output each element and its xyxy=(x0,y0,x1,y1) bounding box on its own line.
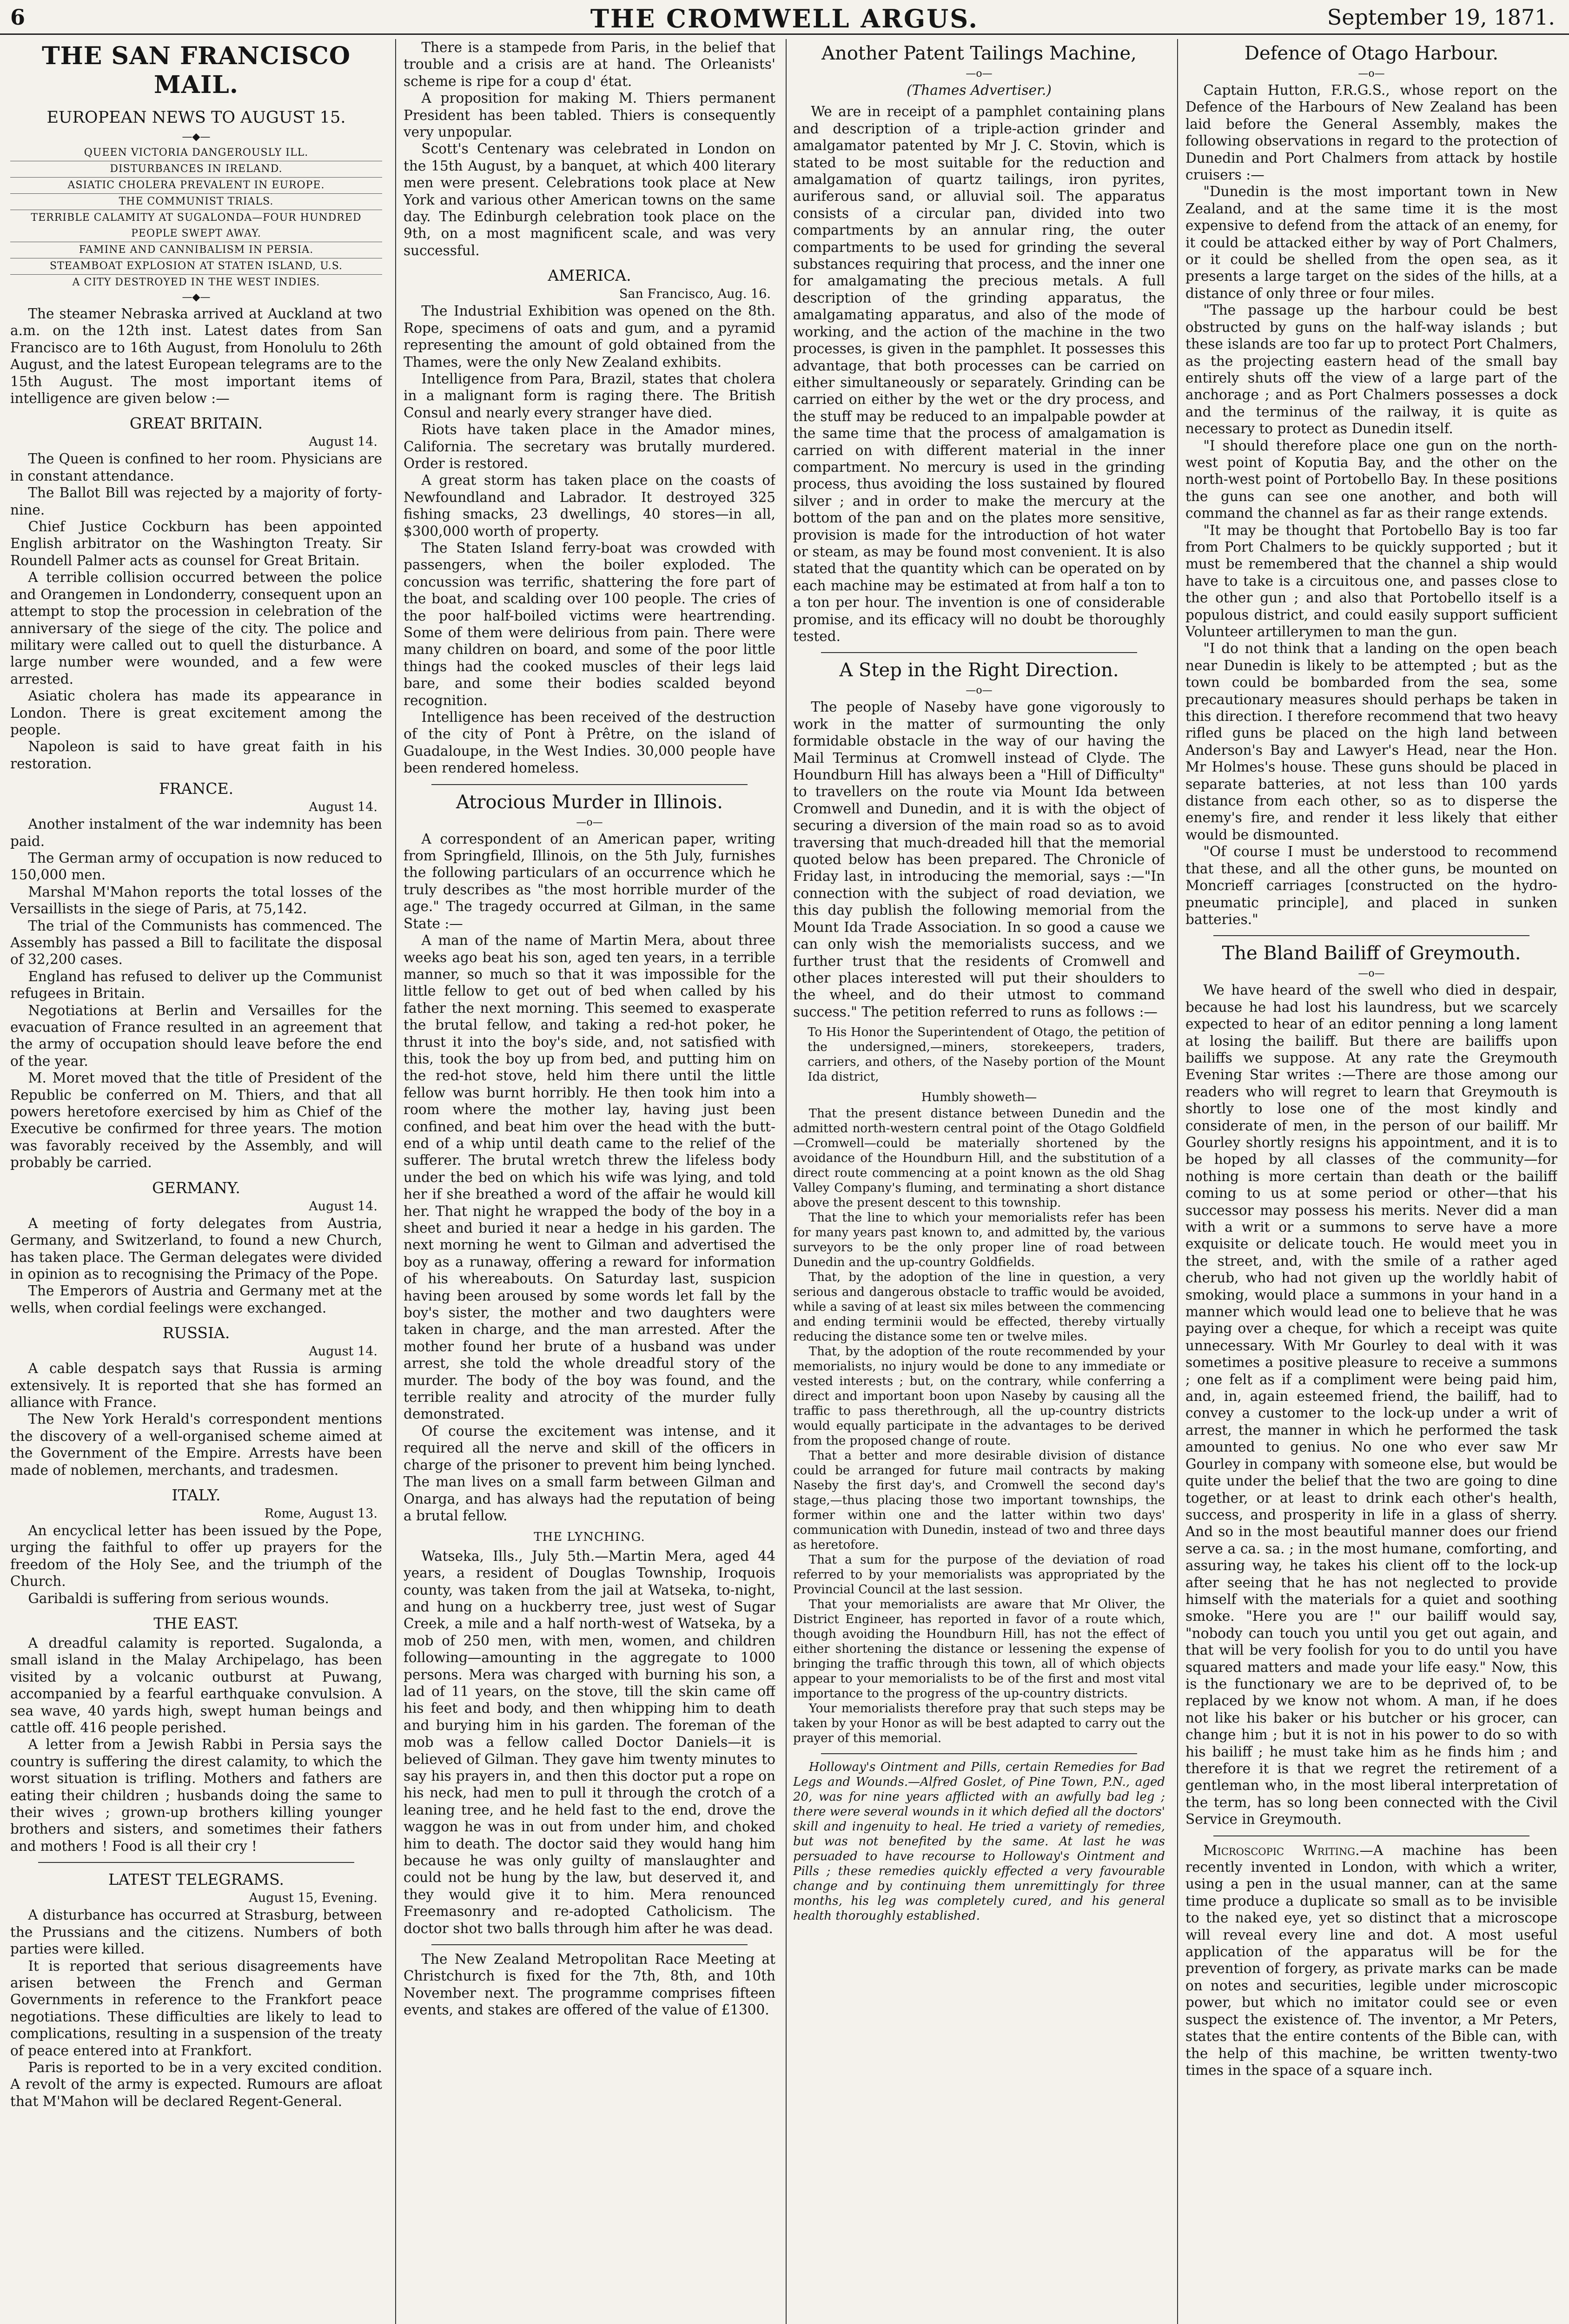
body-text: —A machine has been recently invented in London, with which a writer, using a pen in the usual manner, can at the same time produce a duplicate so small as to be invisible to the naked eye, yet so distinct that a microscope will reveal every line and dot. A most useful application of the apparatus will be for the prevention of forgery, as private marks can be made on notes and securities, legible under microscopic power, but which no imitator could see or even suspect the existence of. The inventor, a Mr Peters, states that the entire contents of the Bible can, with the help of this machine, be written twenty-two times in the space of a square inch. xyxy=(1185,1842,1557,2078)
divider xyxy=(821,1753,1137,1754)
column-rule xyxy=(786,39,787,2324)
paragraph: The Staten Island ferry-boat was crowded with passengers, when the boiler exploded. The concussion was terrific, shattering the fore part of the boat, and scalding over 100 people. The cries of the poor half-boiled victims were heartrending. Some of them were delirious from pain. There were many children on board, and some of the poor little things had the cooked muscles of their legs laid bare, and some their bodies scalded beyond recognition. xyxy=(404,540,775,708)
paragraph: Asiatic cholera has made its appearance in London. There is great excitement among the people. xyxy=(10,688,382,738)
headline-item: STEAMBOAT EXPLOSION AT STATEN ISLAND, U.S. xyxy=(10,258,382,274)
paragraph: The people of Naseby have gone vigorously to work in the matter of surmounting the only formidable obstacle in the way of our having the Mail Terminus at Cromwell instead of Clyde. The Houndburn Hill has always been a "Hill of Difficulty" to travellers on the route via Mount Ida between Cromwell and Dunedin, and it is with the object of securing a diversion of the main road so as to avoid traversing that much-dreaded hill that the memorial quoted below has been prepared. The Chronicle of Friday last, in introducing the memorial, says :—"In connection with the subject of road deviation, we this day publish the following memorial from the Mount Ida Trade Association. In so good a cause we can only wish the memorialists success, and we further trust that the residents of Cromwell and other places interested will put their shoulders to the wheel, and do their utmost to command success." The petition referred to runs as follows :— xyxy=(793,699,1165,1020)
paragraph: That, by the adoption of the route recommended by your memorialists, no injury would be done to any immediate or vested interests ; but, on the contrary, while conferring a direct and important boon upon Naseby by causing all the traffic to pass therethrough, all the up-country districts would equally participate in the advantages to be derived from the proposed change of route. xyxy=(793,1344,1165,1448)
paragraph: The Queen is confined to her room. Physicians are in constant attendance. xyxy=(10,451,382,484)
petition-body xyxy=(793,1106,1165,1746)
paragraph: Riots have taken place in the Amador mines, California. The secretary was brutally murdered. Order is restored. xyxy=(404,422,775,471)
paragraph: Captain Hutton, F.R.G.S., whose report on the Defence of the Harbours of New Zealand has been laid before the General Assembly, makes the following observations in regard to the protection of Dunedin and Port Chalmers from attack by hostile cruisers :— xyxy=(1185,82,1557,183)
paragraph: The Industrial Exhibition was opened on the 8th. Rope, specimens of oats and gum, and a pyramid representing the amount of gold obtained from the Thames, were the only New Zealand exhibits. xyxy=(404,303,775,370)
section-heading-great-britain: GREAT BRITAIN. xyxy=(129,414,263,433)
article-title-mail: THE SAN FRANCISCO MAIL. xyxy=(41,42,351,99)
source-note: (Thames Advertiser.) xyxy=(907,82,1052,98)
paragraph: The steamer Nebraska arrived at Auckland at two a.m. on the 12th inst. Latest dates from San Francisco are to 16th August, from Honolulu to 26th August, and the latest European telegrams are to the 15th August. The most important items of intelligence are given below :— xyxy=(10,306,382,407)
paragraph: "Dunedin is the most important town in New Zealand, and at the same time it is the most expensive to defend from the attack of an enemy, for it could be attacked either by way of Port Chalmers, or it could be shelled from the open sea, as it presents a large target on the sides of the hills, at a distance of only three or four miles. xyxy=(1185,184,1557,301)
dateline: San Francisco, Aug. 16. xyxy=(619,287,771,302)
dateline: August 14. xyxy=(309,800,377,815)
paragraph: Chief Justice Cockburn has been appointed English arbitrator on the Washington Treaty. Sir Roundell Palmer acts as counsel for Great Britain. xyxy=(10,519,382,568)
headline-item: FAMINE AND CANNIBALISM IN PERSIA. xyxy=(10,242,382,258)
ornament-divider: —◆— xyxy=(182,291,211,303)
paragraph: Intelligence has been received of the destruction of the city of Pont à Prêtre, on the island of Guadaloupe, in the West Indies. 30,000 people have been rendered homeless. xyxy=(404,709,775,776)
dateline: August 14. xyxy=(309,435,377,449)
paragraph: We are in receipt of a pamphlet containing plans and description of a triple-action grinder and amalgamator patented by Mr J. C. Stovin, which is stated to be most suitable for the reduction and amalgamation of quartz tailings, iron pyrites, auriferous sand, or alluvial soil. The apparatus consists of a circular pan, divided into two compartments by an annular ring, the outer compartments to be used for grinding the several substances requiring that process, and the inner one for amalgamating the precious metals. A full description of the grinding apparatus, the amalgamating apparatus, and also of the mode of working, and the action of the machine in the two processes, is given in the pamphlet. It possesses this advantage, that both processes can be carried on either simultaneously or separately. Grinding can be carried on either by the wet or the dry process, and the stuff may be reduced to an impalpable powder at the same time that the process of amalgamation is carried on with different material in the inner compartment. No mercury is used in the grinding process, thus avoiding the loss sustained by floured silver ; and in order to make the mercury at the bottom of the pan and on the plates more sensitive, provision is made for the introduction of hot water or steam, as may be found most convenient. It is also stated that the quantity which can be operated on by each machine may be estimated at from half a ton to a ton per hour. The invention is one of considerable promise, and its efficacy will no doubt be thoroughly tested. xyxy=(793,104,1165,644)
paragraph: Scott's Centenary was celebrated in London on the 15th August, by a banquet, at which 400 literary men were present. Celebrations took place at New York and various other American towns on the same day. The Edinburgh celebration took place on the 9th, on a most magnificent scale, and was very successful. xyxy=(404,141,775,258)
paragraph: Negotiations at Berlin and Versailles for the evacuation of France resulted in an agreement that the army of occupation should leave before the end of the year. xyxy=(10,1002,382,1069)
headline-item: QUEEN VICTORIA DANGEROUSLY ILL. xyxy=(84,147,309,158)
article-title-tailings: Another Patent Tailings Machine, xyxy=(821,43,1137,64)
ornament-divider: —◆— xyxy=(182,131,211,143)
paragraph: A correspondent of an American paper, writing from Springfield, Illinois, on the 5th July, furnishes the following particulars of an occurrence which he truly describes as "the most horrible murder of the age." The tragedy occurred at Gilman, in the same State :— xyxy=(404,831,775,931)
paragraph: England has refused to deliver up the Communist refugees in Britain. xyxy=(10,968,382,1002)
paragraph: The New Zealand Metropolitan Race Meeting at Christchurch is fixed for the 7th, 8th, and 10th November next. The programme comprises fifteen events, and stakes are offered of the value of £1300. xyxy=(404,1951,775,2018)
paragraph: M. Moret moved that the title of President of the Republic be conferred on M. Thiers, and that all powers heretofore exercised by him as Chief of the Executive be confirmed for three years. The motion was favorably received by the Assembly, and will probably be carried. xyxy=(10,1070,382,1171)
page-header xyxy=(0,0,1569,35)
paragraph: Intelligence from Para, Brazil, states that cholera in a malignant form is raging there. The British Consul and nearly every stranger have died. xyxy=(404,370,775,421)
paragraph: The trial of the Communists has commenced. The Assembly has passed a Bill to facilitate the disposal of 32,200 cases. xyxy=(10,918,382,968)
dateline: August 15, Evening. xyxy=(249,1891,377,1906)
paragraph: Another instalment of the war indemnity has been paid. xyxy=(10,816,382,849)
dateline: Rome, August 13. xyxy=(264,1506,377,1521)
article-title-step: A Step in the Right Direction. xyxy=(839,660,1119,681)
paragraph: A cable despatch says that Russia is arming extensively. It is reported that she has formed an alliance with France. xyxy=(10,1360,382,1410)
headline-list xyxy=(10,145,382,290)
article-title-defence: Defence of Otago Harbour. xyxy=(1244,43,1499,64)
headline-item: THE COMMUNIST TRIALS. xyxy=(10,193,382,210)
column-3 xyxy=(793,39,1165,2324)
paragraph: We have heard of the swell who died in despair, because he had lost his laundress, but we scarcely expected to hear of an editor penning a long lament at losing the bailiff. But there are bailiffs upon bailiffs we suppose. At any rate the Greymouth Evening Star writes :—There are those among our readers who will regret to learn that Greymouth is shortly to lose one of the most kindly and considerate of men, in the person of our bailiff. Mr Gourley shortly resigns his appointment, and it is to be hoped by all classes of the community—for nothing is more certain than death or the bailiff coming to us at some period or other—that his successor may possess his merits. Never did a man with a writ or a summons to serve have a more exquisite or delicate touch. He would meet you in the street, and, with the smile of a rather aged cherub, who had not given up the worldly habit of smoking, would place a summons in your hand in a manner which would lead one to believe that he was paying over a cheque, for which a receipt was quite unnecessary. With Mr Gourley to deal with it was sometimes a positive pleasure to receive a summons ; one felt as if a compliment were being paid him, and, in, again esteemed friend, the bailiff, had to convey a customer to the lock-up under a writ of arrest, the manner in which he performed the task amounted to genius. No one who ever saw Mr Gourley in company with someone else, but would be quite under the belief that the two are going to dine together, or at least to drink each other's health, success, and prosperity in life in a glass of sherry. And so in the most beautiful manner does our friend serve a ca. sa. ; in the most humane, comforting, and assuring way, he takes his client off to the lock-up after seeing that he has not neglected to provide himself with the materials for a quiet and soothing smoke. "Here you are !" our bailiff would say, "nobody can touch you until you get out again, and that will be very foolish for you to do until you have squared matters and made your life easy." Now, this is the functionary we are to be deprived of, to be replaced by we know not whom. A man, if he does not like his baker or his butcher or his grocer, can change him ; but it is not in his power to do so with his bailiff ; he must take him as he finds him ; and therefore it is that we regret the retirement of a gentleman who, in the most liberal interpretation of the term, has so long been connected with the Civil Service in Greymouth. xyxy=(1185,982,1557,1828)
paragraph: "It may be thought that Portobello Bay is too far from Port Chalmers to be quickly supported ; but it must be remembered that the channel a ship would have to take is a circuitous one, and passes close to the other gun ; and also that Portobello itself is a populous district, and could easily support sufficient Volunteer artillerymen to man the gun. xyxy=(1185,522,1557,640)
section-heading-lynching: THE LYNCHING. xyxy=(534,1530,645,1545)
column-2 xyxy=(404,39,775,2324)
paragraph: That the line to which your memorialists refer has been for many years past known to, and admitted by, the various surveyors to be the only proper line of road between Dunedin and the up-country Goldfields. xyxy=(793,1210,1165,1269)
paragraph: A man of the name of Martin Mera, about three weeks ago beat his son, aged ten years, in a terrible manner, so much so that it was impossible for the little fellow to get out of bed when called by his father the next morning. This seemed to exasperate the brutal fellow, and taking a red-hot poker, he thrust it into the boy's side, and, not satisfied with this, took the boy up from bed, and putting him on the red-hot stove, held him there until the little fellow was burnt horribly. He then took him into a room where the mother lay, having just been confined, and beat him over the head with the butt-end of a whip until death came to the relief of the sufferer. The brutal wretch threw the lifeless body under the bed on which his wife was lying, and told her if she breathed a word of the affair he would kill her. That night he wrapped the body of the boy in a sheet and buried it near a hedge in his garden. The next morning he went to Gilman and advertised the boy as a runaway, offering a reward for information of his whereabouts. On Saturday last, suspicion having been aroused by some words let fall by the boy's sister, the mother and two daughters were taken in charge, and the man arrested. After the mother found her brute of a husband was under arrest, she told the whole dreadful story of the murder. The body of the boy was found, and the terrible reality and atrocity of the murder fully demonstrated. xyxy=(404,932,775,1422)
advertisement-holloway: Holloway's Ointment and Pills, certain Remedies for Bad Legs and Wounds.—Alfred Goslet, of Pine Town, P.N., aged 20, was for nine years afflicted with an awfully bad leg ; there were several wounds in it which defied all the doctors' skill and ingenuity to heal. He tried a variety of remedies, but was not benefited by the same. At last he was persuaded to have recourse to Holloway's Ointment and Pills ; these remedies quickly effected a very favourable change and by continuing them unremittingly for three months, his leg was completely cured, and his general health thoroughly established. xyxy=(793,1760,1165,1923)
lead-in: Microscopic Writing. xyxy=(1203,1842,1360,1858)
paragraph: A terrible collision occurred between the police and Orangemen in Londonderry, consequent upon an attempt to stop the procession in celebration of the anniversary of the siege of the city. The police and military were called out to quell the disturbance. A large number were wounded, and a few were arrested. xyxy=(10,569,382,687)
paragraph: Of course the excitement was intense, and it required all the nerve and skill of the officers in charge of the prisoner to prevent him being lynched. The man lives on a small farm between Gilman and Onarga, and has always had the reputation of being a brutal fellow. xyxy=(404,1423,775,1524)
paragraph: It is reported that serious disagreements have arisen between the French and German Governments in reference to the Frankfort peace negotiations. These difficulties are likely to lead to complications, resulting in a suspension of the treaty of peace entered into at Frankfort. xyxy=(10,1958,382,2059)
paragraph: Watseka, Ills., July 5th.—Martin Mera, aged 44 years, a resident of Douglas Township, Iroquois county, was taken from the jail at Watseka, to-night, and hung on a huckberry tree, just west of Sugar Creek, a mile and a half north-west of Watseka, by a mob of 250 men, with men, women, and children following—amounting in the aggregate to 1000 persons. Mera was charged with burning his son, a lad of 11 years, on the stove, till the skin came off his feet and body, and then whipping him to death and burying him in his garden. The foreman of the mob was a fellow called Doctor Daniels—it is believed of Gilman. They gave him twenty minutes to say his prayers in, and then this doctor put a rope on his neck, had men to pull it through the crotch of a leaning tree, and he held fast to the end, drove the waggon he was in out from under him, and choked him to death. The doctor said they would hang him because he was only guilty of manslaughter and could not be hung by the law, but deserved it, and they would give it to him. Mera renounced Freemasonry and re-adopted Catholicism. The doctor shot two balls through him after he was dead. xyxy=(404,1548,775,1936)
section-heading-russia: RUSSIA. xyxy=(162,1324,230,1342)
paragraph: A dreadful calamity is reported. Sugalonda, a small island in the Malay Archipelago, has been visited by a volcanic outburst at Puwang, accompanied by a fearful earthquake convulsion. A sea wave, 40 yards high, swept human beings and cattle off. 416 people perished. xyxy=(10,1635,382,1736)
section-heading-latest: LATEST TELEGRAMS. xyxy=(108,1870,284,1889)
paragraph: Napoleon is said to have great faith in his restoration. xyxy=(10,739,382,772)
section-heading-america: AMERICA. xyxy=(548,266,631,285)
section-heading-france: FRANCE. xyxy=(159,779,234,798)
divider xyxy=(1213,935,1529,936)
divider xyxy=(431,784,748,785)
paragraph: That your memorialists are aware that Mr Oliver, the District Engineer, has reported in favor of a route which, though avoiding the Houndburn Hill, has not the effect of either shortening the distance or lessening the expense of bringing the traffic through this town, all of which objects appear to your memorialists to be of the first and most vital importance to the progress of the up-country districts. xyxy=(793,1597,1165,1701)
section-heading-germany: GERMANY. xyxy=(152,1178,240,1197)
paragraph: A letter from a Jewish Rabbi in Persia says the country is suffering the direst calamity, to which the worst situation is trifling. Mothers and fathers are eating their children ; husbands doing the same to their wives ; grown-up brothers killing younger brothers and sisters, and sometimes their fathers and mothers ! Food is all their cry ! xyxy=(10,1736,382,1854)
paragraph: The New York Herald's correspondent mentions the discovery of a well-organised scheme aimed at the Government of the Empire. Arrests have been made of noblemen, merchants, and tradesmen. xyxy=(10,1411,382,1478)
section-heading-italy: ITALY. xyxy=(172,1486,221,1504)
article-title-murder: Atrocious Murder in Illinois. xyxy=(456,791,723,813)
paragraph: "Of course I must be understood to recommend that these, and all the other guns, be mounted on Moncrieff carriages [constructed on the hydro-pneumatic principle], and placed in sunken batteries." xyxy=(1185,844,1557,927)
column-4 xyxy=(1185,39,1557,2324)
petition-salutation: Humbly showeth— xyxy=(921,1090,1037,1105)
article-subtitle-mail: EUROPEAN NEWS TO AUGUST 15. xyxy=(46,108,346,127)
paragraph: The German army of occupation is now reduced to 150,000 men. xyxy=(10,850,382,883)
paragraph: Your memorialists therefore pray that such steps may be taken by your Honor as will be best adapted to carry out the prayer of this memorial. xyxy=(793,1701,1165,1745)
paragraph: That the present distance between Dunedin and the admitted north-western central point of the Otago Goldfield—Cromwell—could be materially shortened by the avoidance of the Houndburn Hill, and the substitution of a direct route commencing at a point known as the old Shag Valley Company's fluming, and terminating a short distance above the present descent to this township. xyxy=(793,1106,1165,1210)
masthead: THE CROMWELL ARGUS. xyxy=(590,4,979,33)
column-rule xyxy=(395,39,396,2324)
paragraph: A great storm has taken place on the coasts of Newfoundland and Labrador. It destroyed 325 fishing smacks, 23 dwellings, 40 stores—in all, $300,000 worth of property. xyxy=(404,472,775,539)
section-heading-east: THE EAST. xyxy=(153,1614,239,1632)
headline-item: TERRIBLE CALAMITY AT SUGALONDA—FOUR HUNDRED PEOPLE SWEPT AWAY. xyxy=(10,210,382,242)
page-number: 6 xyxy=(10,5,26,30)
paragraph: That, by the adoption of the line in question, a very serious and dangerous obstacle to traffic would be avoided, while a saving of at least six miles between the commencing and ending terminii would be effected, thereby virtually reducing the distance some ten or twelve miles. xyxy=(793,1270,1165,1344)
paragraph: "The passage up the harbour could be best obstructed by guns on the half-way islands ; but these islands are too far up to protect Port Chalmers, as the projecting eastern head of the small bay entirely shuts off the view of a large part of the anchorage ; and as Port Chalmers possesses a dock and the terminus of the railway, it is quite as necessary to protect as Dunedin itself. xyxy=(1185,302,1557,437)
paragraph: A proposition for making M. Thiers permanent President has been tabled. Thiers is consequently very unpopular. xyxy=(404,90,775,140)
ornament-divider: —o— xyxy=(576,816,603,828)
divider xyxy=(38,1862,354,1863)
column-rule xyxy=(1177,39,1178,2324)
paragraph: A disturbance has occurred at Strasburg, between the Prussians and the citizens. Numbers of both parties were killed. xyxy=(10,1907,382,1957)
dateline: August 14. xyxy=(309,1199,377,1214)
headline-item: ASIATIC CHOLERA PREVALENT IN EUROPE. xyxy=(10,177,382,193)
paragraph: That a better and more desirable division of distance could be arranged for future mail contracts by making Naseby the first day's, and Cromwell the second day's stage,—thus placing those two important townships, the former within one and the latter within two days' communication with Dunedin, instead of two and three days as heretofore. xyxy=(793,1448,1165,1552)
column-1 xyxy=(10,39,382,2324)
paragraph: Marshal M'Mahon reports the total losses of the Versaillists in the siege of Paris, at 75,142. xyxy=(10,884,382,917)
paragraph: Paris is reported to be in a very excited condition. A revolt of the army is expected. Rumours are afloat that M'Mahon will be declared Regent-General. xyxy=(10,2059,382,2109)
ornament-divider: —o— xyxy=(966,68,993,79)
paragraph: "I do not think that a landing on the open beach near Dunedin is likely to be attempted ; but as the town could be bombarded from the sea, some precautionary measures should perhaps be taken in this direction. I therefore recommend that two heavy rifled guns be placed on the high land between Anderson's Bay and Lawyer's Head, near the Hon. Mr Holmes's house. These guns should be placed in separate batteries, at not less than 100 yards distance from each other, so as to disperse the enemy's fire, and render it less likely that either would be dismounted. xyxy=(1185,640,1557,843)
paragraph: Garibaldi is suffering from serious wounds. xyxy=(28,1590,329,1606)
headline-item: DISTURBANCES IN IRELAND. xyxy=(10,161,382,177)
ornament-divider: —o— xyxy=(966,685,993,697)
paragraph: That a sum for the purpose of the deviation of road referred to by your memorialists was appropriated by the Provincial Council at the last session. xyxy=(793,1552,1165,1597)
divider xyxy=(1213,1835,1529,1836)
paragraph: An encyclical letter has been issued by the Pope, urging the faithful to offer up prayers for the freedom of the Holy See, and the triumph of the Church. xyxy=(10,1522,382,1590)
paragraph: There is a stampede from Paris, in the belief that trouble and a crisis are at hand. The Orleanists' scheme is ripe for a coup d' état. xyxy=(404,40,775,89)
issue-date: September 19, 1871. xyxy=(1327,5,1555,30)
paragraph: "I should therefore place one gun on the north-west point of Koputia Bay, and the other on the north-west point of Portobello Bay. In these positions the guns can see one another, and both will command the channel as far as their range extends. xyxy=(1185,437,1557,522)
paragraph: The Emperors of Austria and Germany met at the wells, when cordial feelings were exchanged. xyxy=(10,1283,382,1316)
ornament-divider: —o— xyxy=(1358,68,1385,79)
ornament-divider: —o— xyxy=(1358,968,1385,980)
paragraph: A meeting of forty delegates from Austria, Germany, and Switzerland, to found a new Church, has taken place. The German delegates were divided in opinion as to recognising the Primacy of the Pope. xyxy=(10,1215,382,1282)
headline-item: A CITY DESTROYED IN THE WEST INDIES. xyxy=(10,274,382,290)
petition-address: To His Honor the Superintendent of Otago, the petition of the undersigned,—miners, storekeepers, traders, carriers, and others, of the Naseby portion of the Mount Ida district, xyxy=(808,1025,1165,1084)
divider xyxy=(821,652,1137,653)
divider xyxy=(431,1944,748,1945)
paragraph-microscopic xyxy=(1185,1842,1557,2079)
dateline: August 14. xyxy=(309,1344,377,1359)
article-title-bailiff: The Bland Bailiff of Greymouth. xyxy=(1222,943,1521,964)
paragraph: The Ballot Bill was rejected by a majority of forty-nine. xyxy=(10,485,382,518)
